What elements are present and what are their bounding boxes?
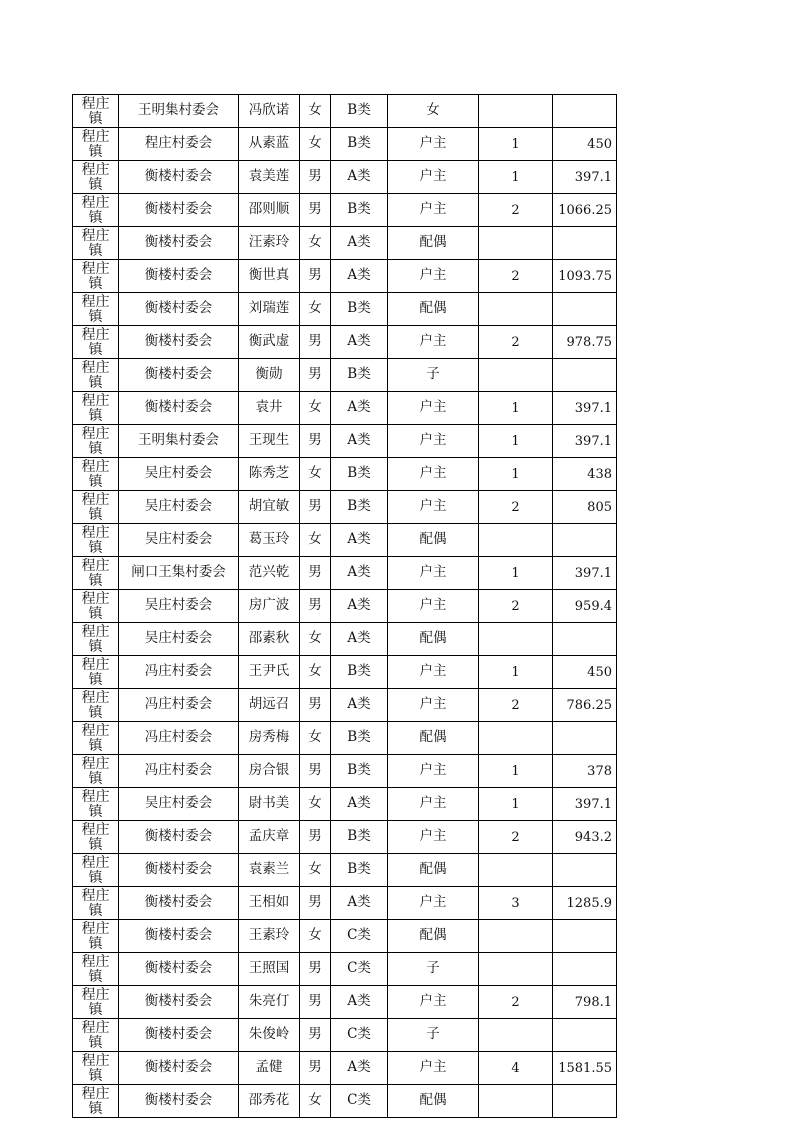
name-cell: 邵素秋 (239, 623, 300, 656)
gender-cell: 男 (300, 590, 331, 623)
relation-cell: 户主 (388, 986, 479, 1019)
count-cell: 2 (479, 986, 553, 1019)
gender-cell: 女 (300, 623, 331, 656)
village-cell: 衡楼村委会 (119, 194, 239, 227)
town-cell: 程庄镇 (73, 887, 119, 920)
town-cell: 程庄镇 (73, 194, 119, 227)
relation-cell: 配偶 (388, 854, 479, 887)
town-cell: 程庄镇 (73, 986, 119, 1019)
count-cell (479, 623, 553, 656)
town-cell: 程庄镇 (73, 920, 119, 953)
category-cell: C类 (331, 1085, 388, 1118)
name-cell: 邵秀花 (239, 1085, 300, 1118)
table-row (73, 788, 617, 821)
table-row (73, 392, 617, 425)
count-cell: 1 (479, 656, 553, 689)
category-cell: B类 (331, 722, 388, 755)
table-row (73, 887, 617, 920)
amount-cell: 450 (553, 128, 617, 161)
relation-cell: 户主 (388, 590, 479, 623)
category-cell: A类 (331, 227, 388, 260)
amount-cell (553, 227, 617, 260)
count-cell: 1 (479, 161, 553, 194)
gender-cell: 男 (300, 755, 331, 788)
village-cell: 吴庄村委会 (119, 623, 239, 656)
town-cell: 程庄镇 (73, 458, 119, 491)
gender-cell: 女 (300, 227, 331, 260)
town-cell: 程庄镇 (73, 128, 119, 161)
count-cell: 3 (479, 887, 553, 920)
table-row (73, 953, 617, 986)
category-cell: A类 (331, 689, 388, 722)
gender-cell: 女 (300, 656, 331, 689)
category-cell: B类 (331, 194, 388, 227)
amount-cell: 805 (553, 491, 617, 524)
village-cell: 衡楼村委会 (119, 986, 239, 1019)
table-row (73, 227, 617, 260)
gender-cell: 男 (300, 689, 331, 722)
name-cell: 袁井 (239, 392, 300, 425)
count-cell: 1 (479, 392, 553, 425)
village-cell: 闸口王集村委会 (119, 557, 239, 590)
count-cell (479, 293, 553, 326)
category-cell: B类 (331, 128, 388, 161)
town-cell: 程庄镇 (73, 821, 119, 854)
table-row (73, 755, 617, 788)
table-row (73, 656, 617, 689)
count-cell (479, 953, 553, 986)
gender-cell: 男 (300, 1052, 331, 1085)
category-cell: B类 (331, 656, 388, 689)
relation-cell: 户主 (388, 260, 479, 293)
relation-cell: 户主 (388, 557, 479, 590)
name-cell: 房广波 (239, 590, 300, 623)
amount-cell: 978.75 (553, 326, 617, 359)
amount-cell: 397.1 (553, 557, 617, 590)
amount-cell (553, 953, 617, 986)
town-cell: 程庄镇 (73, 590, 119, 623)
amount-cell (553, 722, 617, 755)
gender-cell: 女 (300, 95, 331, 128)
table-row (73, 128, 617, 161)
amount-cell: 397.1 (553, 788, 617, 821)
count-cell: 1 (479, 557, 553, 590)
table-row (73, 458, 617, 491)
gender-cell: 女 (300, 128, 331, 161)
name-cell: 尉书美 (239, 788, 300, 821)
town-cell: 程庄镇 (73, 1052, 119, 1085)
village-cell: 衡楼村委会 (119, 293, 239, 326)
gender-cell: 男 (300, 425, 331, 458)
count-cell (479, 524, 553, 557)
gender-cell: 男 (300, 161, 331, 194)
town-cell: 程庄镇 (73, 326, 119, 359)
town-cell: 程庄镇 (73, 524, 119, 557)
town-cell: 程庄镇 (73, 722, 119, 755)
village-cell: 衡楼村委会 (119, 260, 239, 293)
table-row (73, 359, 617, 392)
village-cell: 吴庄村委会 (119, 590, 239, 623)
table-row (73, 260, 617, 293)
name-cell: 王素玲 (239, 920, 300, 953)
village-cell: 冯庄村委会 (119, 755, 239, 788)
amount-cell: 397.1 (553, 425, 617, 458)
relation-cell: 配偶 (388, 524, 479, 557)
category-cell: B类 (331, 458, 388, 491)
town-cell: 程庄镇 (73, 656, 119, 689)
relation-cell: 子 (388, 1019, 479, 1052)
town-cell: 程庄镇 (73, 260, 119, 293)
town-cell: 程庄镇 (73, 161, 119, 194)
amount-cell (553, 95, 617, 128)
table-row (73, 557, 617, 590)
town-cell: 程庄镇 (73, 1085, 119, 1118)
relation-cell: 配偶 (388, 623, 479, 656)
amount-cell: 959.4 (553, 590, 617, 623)
table-body (73, 95, 617, 1118)
category-cell: B类 (331, 491, 388, 524)
category-cell: C类 (331, 1019, 388, 1052)
count-cell (479, 854, 553, 887)
amount-cell: 1066.25 (553, 194, 617, 227)
category-cell: B类 (331, 854, 388, 887)
amount-cell (553, 1019, 617, 1052)
table-row (73, 722, 617, 755)
table-row (73, 854, 617, 887)
relation-cell: 女 (388, 95, 479, 128)
amount-cell (553, 623, 617, 656)
name-cell: 葛玉玲 (239, 524, 300, 557)
gender-cell: 男 (300, 326, 331, 359)
village-cell: 衡楼村委会 (119, 920, 239, 953)
category-cell: B类 (331, 821, 388, 854)
village-cell: 衡楼村委会 (119, 1052, 239, 1085)
amount-cell (553, 359, 617, 392)
gender-cell: 女 (300, 524, 331, 557)
town-cell: 程庄镇 (73, 95, 119, 128)
category-cell: C类 (331, 953, 388, 986)
village-cell: 衡楼村委会 (119, 854, 239, 887)
name-cell: 衡勋 (239, 359, 300, 392)
count-cell: 1 (479, 425, 553, 458)
gender-cell: 男 (300, 1019, 331, 1052)
village-cell: 冯庄村委会 (119, 722, 239, 755)
category-cell: A类 (331, 986, 388, 1019)
name-cell: 朱俊岭 (239, 1019, 300, 1052)
amount-cell: 1581.55 (553, 1052, 617, 1085)
village-cell: 王明集村委会 (119, 95, 239, 128)
amount-cell: 1285.9 (553, 887, 617, 920)
gender-cell: 男 (300, 260, 331, 293)
village-cell: 衡楼村委会 (119, 1085, 239, 1118)
category-cell: B类 (331, 95, 388, 128)
count-cell: 2 (479, 590, 553, 623)
table-row (73, 326, 617, 359)
town-cell: 程庄镇 (73, 689, 119, 722)
name-cell: 王相如 (239, 887, 300, 920)
table-row (73, 590, 617, 623)
table-row (73, 1052, 617, 1085)
table-row (73, 95, 617, 128)
relation-cell: 户主 (388, 1052, 479, 1085)
amount-cell: 397.1 (553, 392, 617, 425)
category-cell: A类 (331, 887, 388, 920)
amount-cell: 378 (553, 755, 617, 788)
category-cell: A类 (331, 392, 388, 425)
relation-cell: 户主 (388, 755, 479, 788)
relation-cell: 户主 (388, 128, 479, 161)
village-cell: 衡楼村委会 (119, 821, 239, 854)
amount-cell (553, 1085, 617, 1118)
table-row (73, 293, 617, 326)
name-cell: 衡武虚 (239, 326, 300, 359)
town-cell: 程庄镇 (73, 293, 119, 326)
name-cell: 房秀梅 (239, 722, 300, 755)
name-cell: 陈秀芝 (239, 458, 300, 491)
table-row (73, 491, 617, 524)
name-cell: 王尹氏 (239, 656, 300, 689)
relation-cell: 户主 (388, 326, 479, 359)
amount-cell (553, 293, 617, 326)
count-cell: 2 (479, 260, 553, 293)
count-cell: 2 (479, 491, 553, 524)
amount-cell: 798.1 (553, 986, 617, 1019)
town-cell: 程庄镇 (73, 1019, 119, 1052)
count-cell: 2 (479, 326, 553, 359)
gender-cell: 男 (300, 821, 331, 854)
name-cell: 胡宜敏 (239, 491, 300, 524)
gender-cell: 女 (300, 788, 331, 821)
gender-cell: 男 (300, 986, 331, 1019)
village-cell: 吴庄村委会 (119, 458, 239, 491)
gender-cell: 男 (300, 557, 331, 590)
count-cell: 2 (479, 689, 553, 722)
village-cell: 衡楼村委会 (119, 1019, 239, 1052)
category-cell: B类 (331, 755, 388, 788)
category-cell: A类 (331, 326, 388, 359)
table-row (73, 623, 617, 656)
town-cell: 程庄镇 (73, 425, 119, 458)
name-cell: 孟庆章 (239, 821, 300, 854)
table-row (73, 986, 617, 1019)
name-cell: 王现生 (239, 425, 300, 458)
relation-cell: 配偶 (388, 227, 479, 260)
town-cell: 程庄镇 (73, 392, 119, 425)
count-cell (479, 1085, 553, 1118)
relation-cell: 户主 (388, 194, 479, 227)
village-cell: 衡楼村委会 (119, 326, 239, 359)
name-cell: 范兴乾 (239, 557, 300, 590)
amount-cell: 786.25 (553, 689, 617, 722)
count-cell: 1 (479, 788, 553, 821)
relation-cell: 户主 (388, 821, 479, 854)
village-cell: 衡楼村委会 (119, 953, 239, 986)
amount-cell (553, 524, 617, 557)
relation-cell: 户主 (388, 491, 479, 524)
relation-cell: 子 (388, 953, 479, 986)
category-cell: B类 (331, 359, 388, 392)
relation-cell: 户主 (388, 689, 479, 722)
name-cell: 衡世真 (239, 260, 300, 293)
relation-cell: 户主 (388, 392, 479, 425)
name-cell: 袁素兰 (239, 854, 300, 887)
village-cell: 衡楼村委会 (119, 161, 239, 194)
town-cell: 程庄镇 (73, 227, 119, 260)
table-row (73, 689, 617, 722)
town-cell: 程庄镇 (73, 491, 119, 524)
town-cell: 程庄镇 (73, 557, 119, 590)
category-cell: A类 (331, 557, 388, 590)
name-cell: 房合银 (239, 755, 300, 788)
gender-cell: 女 (300, 293, 331, 326)
name-cell: 胡远召 (239, 689, 300, 722)
village-cell: 吴庄村委会 (119, 788, 239, 821)
village-cell: 王明集村委会 (119, 425, 239, 458)
relation-cell: 配偶 (388, 293, 479, 326)
amount-cell: 438 (553, 458, 617, 491)
name-cell: 汪素玲 (239, 227, 300, 260)
count-cell: 2 (479, 194, 553, 227)
table-row (73, 524, 617, 557)
name-cell: 冯欣诺 (239, 95, 300, 128)
village-cell: 冯庄村委会 (119, 689, 239, 722)
table-row (73, 1085, 617, 1118)
town-cell: 程庄镇 (73, 359, 119, 392)
relation-cell: 户主 (388, 887, 479, 920)
relation-cell: 户主 (388, 425, 479, 458)
amount-cell (553, 854, 617, 887)
category-cell: A类 (331, 425, 388, 458)
relation-cell: 配偶 (388, 722, 479, 755)
gender-cell: 女 (300, 854, 331, 887)
gender-cell: 女 (300, 1085, 331, 1118)
count-cell: 1 (479, 755, 553, 788)
relation-cell: 户主 (388, 788, 479, 821)
town-cell: 程庄镇 (73, 755, 119, 788)
gender-cell: 男 (300, 359, 331, 392)
category-cell: A类 (331, 788, 388, 821)
village-cell: 衡楼村委会 (119, 392, 239, 425)
relation-cell: 子 (388, 359, 479, 392)
town-cell: 程庄镇 (73, 953, 119, 986)
amount-cell: 943.2 (553, 821, 617, 854)
village-cell: 衡楼村委会 (119, 359, 239, 392)
village-cell: 程庄村委会 (119, 128, 239, 161)
relation-cell: 配偶 (388, 920, 479, 953)
village-cell: 衡楼村委会 (119, 887, 239, 920)
name-cell: 孟健 (239, 1052, 300, 1085)
category-cell: C类 (331, 920, 388, 953)
amount-cell: 397.1 (553, 161, 617, 194)
count-cell: 1 (479, 458, 553, 491)
count-cell (479, 227, 553, 260)
relation-cell: 配偶 (388, 1085, 479, 1118)
count-cell (479, 1019, 553, 1052)
village-cell: 衡楼村委会 (119, 227, 239, 260)
category-cell: A类 (331, 524, 388, 557)
name-cell: 刘瑞莲 (239, 293, 300, 326)
category-cell: A类 (331, 260, 388, 293)
count-cell (479, 359, 553, 392)
amount-cell: 450 (553, 656, 617, 689)
gender-cell: 男 (300, 491, 331, 524)
village-cell: 冯庄村委会 (119, 656, 239, 689)
category-cell: A类 (331, 161, 388, 194)
amount-cell: 1093.75 (553, 260, 617, 293)
category-cell: B类 (331, 293, 388, 326)
table-row (73, 194, 617, 227)
name-cell: 袁美莲 (239, 161, 300, 194)
town-cell: 程庄镇 (73, 788, 119, 821)
gender-cell: 女 (300, 722, 331, 755)
town-cell: 程庄镇 (73, 854, 119, 887)
count-cell: 4 (479, 1052, 553, 1085)
count-cell: 1 (479, 128, 553, 161)
village-cell: 吴庄村委会 (119, 491, 239, 524)
village-cell: 吴庄村委会 (119, 524, 239, 557)
gender-cell: 男 (300, 887, 331, 920)
relation-cell: 户主 (388, 656, 479, 689)
town-cell: 程庄镇 (73, 623, 119, 656)
relation-cell: 户主 (388, 161, 479, 194)
amount-cell (553, 920, 617, 953)
name-cell: 朱亮仃 (239, 986, 300, 1019)
count-cell: 2 (479, 821, 553, 854)
count-cell (479, 920, 553, 953)
gender-cell: 女 (300, 458, 331, 491)
table-row (73, 425, 617, 458)
table-row (73, 920, 617, 953)
category-cell: A类 (331, 623, 388, 656)
table-row (73, 1019, 617, 1052)
gender-cell: 男 (300, 194, 331, 227)
count-cell (479, 95, 553, 128)
name-cell: 王照国 (239, 953, 300, 986)
gender-cell: 女 (300, 392, 331, 425)
table-row (73, 161, 617, 194)
relation-cell: 户主 (388, 458, 479, 491)
name-cell: 邵则顺 (239, 194, 300, 227)
subsidy-table (72, 94, 617, 1118)
gender-cell: 女 (300, 920, 331, 953)
table-row (73, 821, 617, 854)
gender-cell: 男 (300, 953, 331, 986)
category-cell: A类 (331, 1052, 388, 1085)
count-cell (479, 722, 553, 755)
category-cell: A类 (331, 590, 388, 623)
name-cell: 从素蓝 (239, 128, 300, 161)
